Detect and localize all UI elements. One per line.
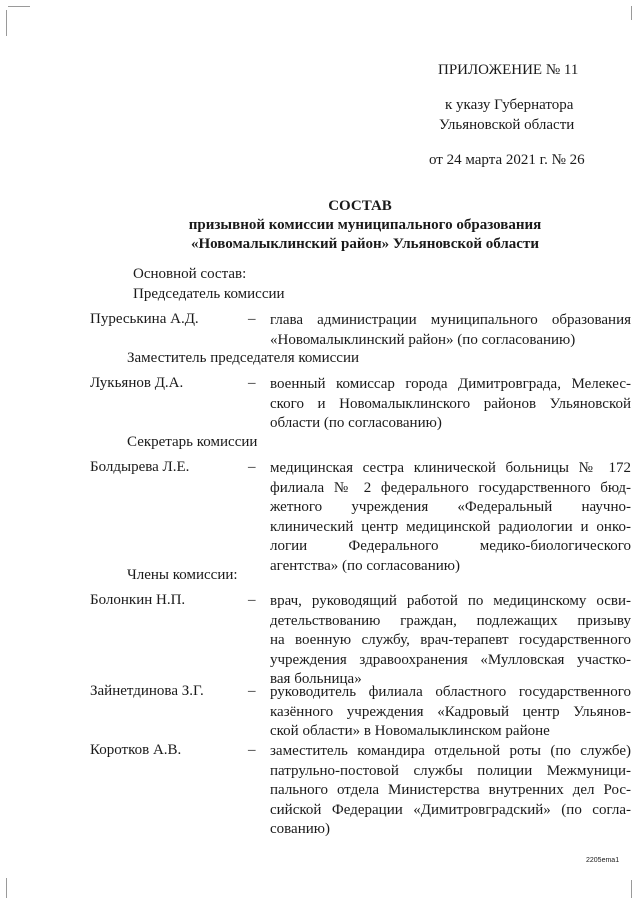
member-name: Болонкин Н.П. (90, 592, 186, 608)
position-line: казённого учреждения «Кадровый центр Ульянов- (270, 703, 631, 720)
scan-edge-mark (6, 878, 7, 898)
member-dash: – (248, 592, 256, 608)
section-deputy: Заместитель председателя комиссии (127, 350, 360, 366)
member-dash: – (248, 742, 256, 758)
member-dash: – (248, 375, 256, 391)
member-name: Пуреськина А.Д. (90, 311, 199, 327)
position-line: руководитель филиала областного государственного (270, 684, 631, 700)
position-line: учреждения здравоохранения «Мулловская участко- (270, 651, 631, 668)
position-line: агентства» (по согласованию) (270, 557, 460, 574)
position-line: логии Федерального медико-биологического (270, 538, 631, 554)
member-position (270, 311, 631, 350)
decree-date: от 24 марта 2021 г. № 26 (429, 152, 585, 168)
document-subtitle-2: «Новомалыклинский район» Ульяновской области (191, 236, 539, 252)
member-position (270, 742, 631, 840)
position-line: глава администрации муниципального образования (270, 312, 631, 328)
scan-edge-mark (631, 880, 632, 898)
decree-region: Ульяновской области (439, 117, 575, 133)
position-line: ского и Новомалыклинского районов Ульяновской (270, 395, 631, 412)
position-line: на военную службу, врач-терапевт государственного (270, 632, 631, 648)
position-line: детельствованию граждан, подлежащих призыву (270, 612, 631, 629)
section-chair: Председатель комиссии (133, 286, 285, 302)
position-line: медицинская сестра клинической больницы № 172 (270, 460, 631, 476)
member-position (270, 592, 631, 690)
member-name: Болдырева Л.Е. (90, 459, 190, 475)
position-line: сийской Федерации «Димитровградский» (по согла- (270, 801, 631, 818)
member-name: Зайнетдинова З.Г. (90, 683, 204, 699)
section-secretary: Секретарь комиссии (127, 434, 258, 450)
scan-edge-mark (631, 6, 632, 20)
position-line: патрульно-постовой службы полиции Межмуници- (270, 762, 631, 779)
position-line: военный комиссар города Димитровграда, Мелекес- (270, 376, 631, 392)
document-title: СОСТАВ (328, 198, 392, 214)
member-name: Лукьянов Д.А. (90, 375, 184, 391)
position-line: «Новомалыклинский район» (по согласованию) (270, 331, 576, 348)
member-position (270, 683, 631, 742)
position-line: филиала № 2 федерального государственного бюд- (270, 479, 631, 496)
member-position (270, 375, 631, 434)
document-code: 2205ema1 (586, 857, 620, 864)
member-dash: – (248, 311, 256, 327)
section-main: Основной состав: (133, 266, 247, 282)
position-line: клинический центр медицинской радиологии и онко- (270, 518, 631, 535)
position-line: заместитель командира отдельной роты (по службе) (270, 743, 631, 759)
position-line: врач, руководящий работой по медицинскому осви- (270, 593, 631, 609)
position-line: вая больница» (270, 671, 362, 687)
scan-edge-mark (6, 10, 7, 36)
section-members: Члены комиссии: (127, 567, 238, 583)
position-line: жетного учреждения «Федеральный научно- (270, 499, 631, 515)
member-dash: – (248, 459, 256, 475)
scan-edge-mark (8, 6, 30, 7)
member-position (270, 459, 631, 576)
member-name: Коротков А.В. (90, 742, 182, 758)
document-subtitle-1: призывной комиссии муниципального образования (188, 217, 542, 233)
position-line: ской области» в Новомалыклинском районе (270, 723, 550, 739)
position-line: сованию) (270, 821, 330, 837)
member-dash: – (248, 683, 256, 699)
position-line: пального отдела Министерства внутренних дел Рос- (270, 782, 631, 798)
position-line: области (по согласованию) (270, 415, 442, 431)
decree-reference: к указу Губернатора (445, 97, 574, 113)
appendix-number: ПРИЛОЖЕНИЕ № 11 (438, 62, 579, 78)
